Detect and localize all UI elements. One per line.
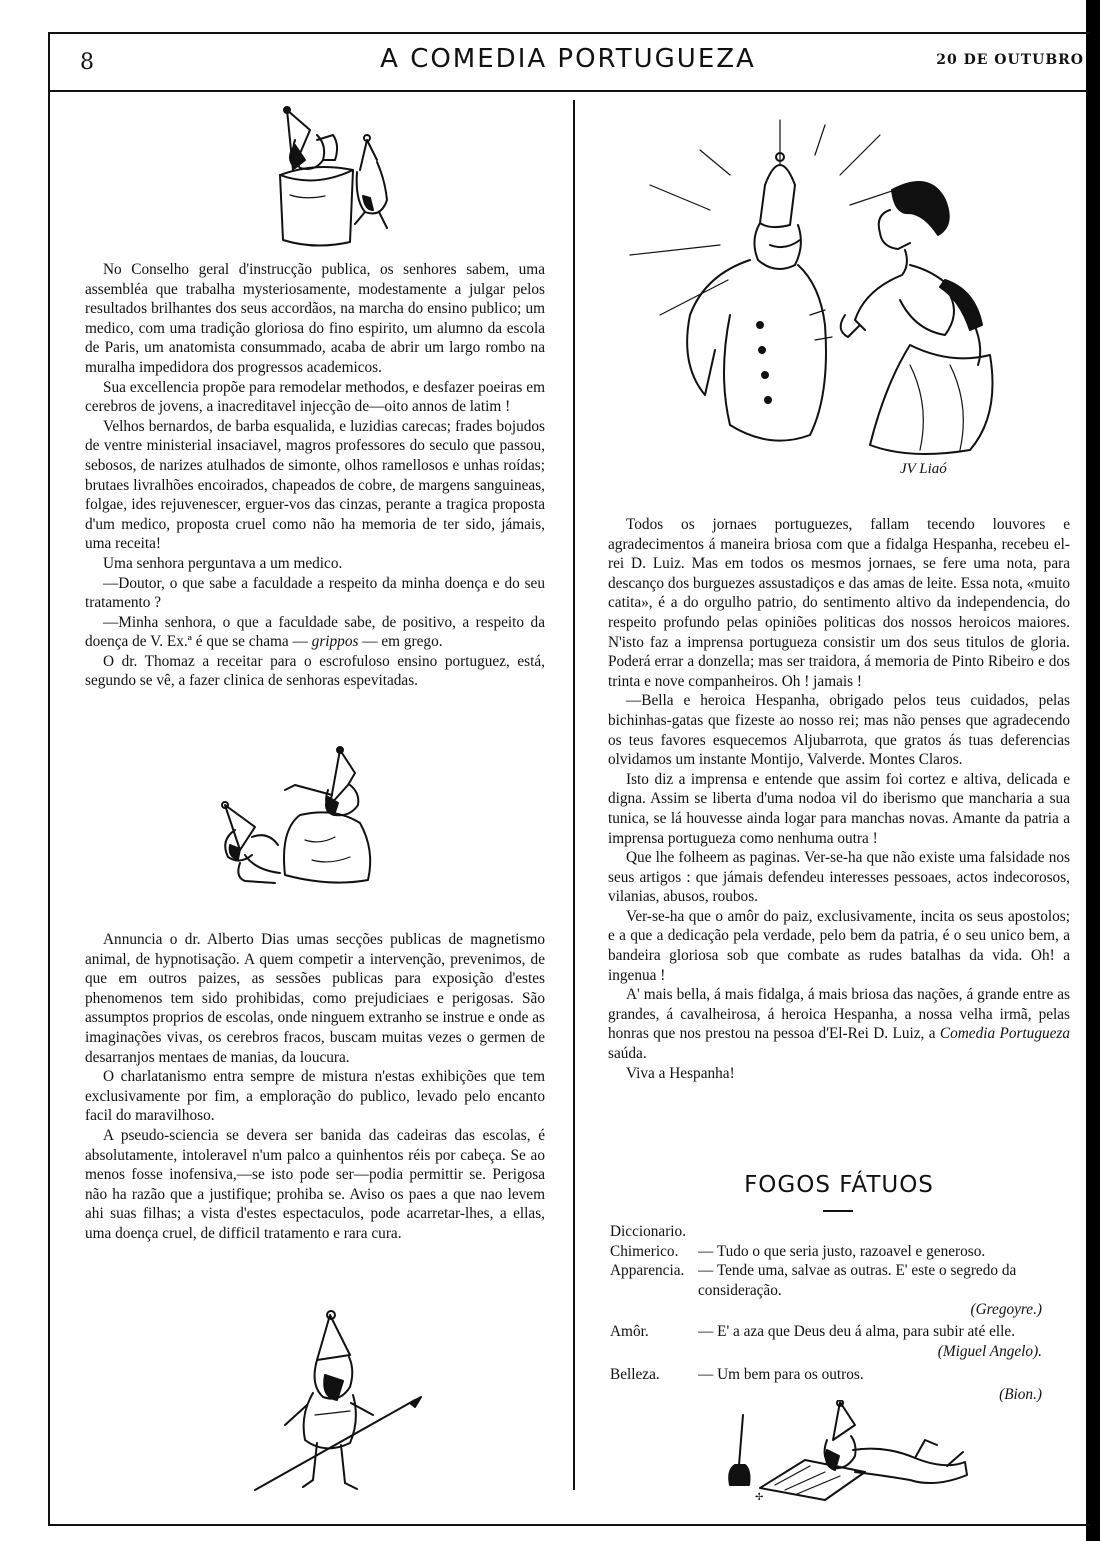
paragraph: Annuncia o dr. Alberto Dias umas secções publicas de magnetismo animal, de hypnotisação. A quem competir a intervenção, prevenimos, de que em outros paizes, as sessões publicas para exposição d'estes phenomenos tem sido prohibidas, como prejudiciaes e perigosas. São assumptos proprios de escolas, onde ninguem extranho se instrue e onde as imaginações vivas, os cerebros fracos, buscam muitas vezes o germen de desarranjos mentaes de manias, da loucura. — [85, 931, 545, 1066]
gnome-on-pedestal-illustration — [255, 100, 415, 250]
paragraph: Uma senhora perguntava a um medico. — [103, 554, 343, 572]
paragraph: Isto diz a imprensa e entende que assim foi cortez e altiva, delicada e digna. Assim se liberta d'uma nodoa vil do iberismo que mancharia a sua tunica, se lá houvesse ainda logar para manchas novas. Amante da patria a imprensa portugueza como nenhuma outra ! — [608, 770, 1070, 847]
king-and-lady-hespanha-illustration — [610, 115, 1070, 490]
entry-definition: — Um bem para os outros. — [698, 1366, 864, 1384]
article-conselho — [85, 260, 545, 691]
fogos-fatuos-title: FOGOS FÁTUOS — [744, 1172, 934, 1198]
artist-signature: JV Liaó — [900, 461, 947, 477]
entry-attribution: (Gregoyre.) — [970, 1301, 1042, 1319]
entry-definition: — E' a aza que Deus deu á alma, para subir até elle. — [698, 1322, 1016, 1340]
entry-attribution: (Miguel Angelo). — [937, 1342, 1042, 1360]
paragraph: Que lhe folheem as paginas. Ver-se-ha que não existe uma falsidade nos seus artigos : que jámais defendeu interesses pessoaes, actos indecorosos, vilanias, abusos, roubos. — [608, 849, 1070, 906]
small-signature: ✢ — [755, 1492, 764, 1503]
entry-term: Belleza. — [610, 1366, 660, 1384]
paragraph: O charlatanismo entra sempre de mistura n'estas exhibições que tem exclusivamente por fim, a emploração do publico, levado pelo encanto facil do maravilhoso. — [85, 1068, 545, 1125]
text-run: saúda. — [608, 1045, 647, 1063]
gnome-writing-illustration — [715, 1400, 975, 1505]
dictionary-heading: Diccionario. — [610, 1223, 687, 1240]
paragraph — [608, 985, 1070, 1063]
paragraph: No Conselho geral d'instrucção publica, os senhores sabem, uma assembléa que trabalha mysteriosamente, modestamente a julgar pelos resultados brilhantes dos seus accordãos, na marcha do ensino publico; um medico, com uma tradição gloriosa do fino espirito, um alumno da escola de Paris, um anatomista consummado, acaba de abrir um largo rombo na muralha impedidora dos progressos academicos. — [85, 261, 545, 376]
italic-term: grippos — [311, 633, 359, 651]
entry-term: Apparencia. — [610, 1262, 685, 1280]
article-hypnotisacao — [85, 930, 545, 1244]
paragraph: —Bella e heroica Hespanha, obrigado pelos teus cuidados, pelas bichinhas-gatas que fizeste ao nosso rei; mas não penses que agradecendo os teus favores esquecemos Aljubarrota, que gratos ás tuas deferencias olvidamos um instante Montijo, Valverde. Montes Claros. — [608, 692, 1070, 769]
entry-definition: — Tende uma, salvae as outras. E' este o segredo da consideração. — [698, 1262, 1017, 1299]
paragraph: Ver-se-ha que o amôr do paiz, exclusivamente, incita os seus apostolos; e a que a dedicação pela verdade, pelo bem da patria, é o seu unico bem, a bandeira gloriosa sob que combate as rudes batalhas da vida. Oh! a ingenua ! — [608, 907, 1070, 984]
masthead-title: A COMEDIA PORTUGUEZA — [380, 44, 756, 74]
paragraph: Viva a Hespanha! — [626, 1064, 735, 1082]
issue-date: 20 DE OUTUBRO — [936, 52, 1084, 68]
title-rule — [823, 1210, 853, 1212]
text-run: —Minha senhora, o que a faculdade sabe, de positivo, a respeito da doença de V. Ex.ª é que se chama — — [85, 613, 545, 651]
paragraph: Velhos bernardos, de barba esqualida, e luzidias carecas; frades bojudos de ventre ministerial insaciavel, magros professores do seculo que passou, sebosos, de narizes atulhados de simonte, olhos ramellosos e unhas roídas; brutaes livralhões encoirados, chapeados de cobre, de margens sanguineas, folgae, ides rejuvenescer, erguer-vos das cinzas, perante a tragica proposta d'um medico, proposta cruel como não ha memoria de ter sido, jámais, uma receita! — [85, 417, 545, 553]
article-hespanha — [608, 515, 1070, 1083]
text-run: — em grego. — [362, 633, 443, 651]
gnome-with-spear-illustration — [245, 1305, 425, 1505]
dictionary-section — [610, 1222, 1072, 1404]
column-divider — [573, 100, 575, 1490]
paragraph: O dr. Thomaz a receitar para o escrofuloso ensino portuguez, está, segundo se vê, a fazer clinica de senhoras espevitadas. — [85, 652, 545, 690]
paragraph: Todos os jornaes portuguezes, fallam tecendo louvores e agradecimentos á maneira briosa com que a fidalga Hespanha, recebeu el-rei D. Luiz. Mas em todos os mesmos jornaes, se fere uma nota, para descanço dos burguezes assustadiços e das amas de leite. Essa nota, «muito catita», é a do orgulho patrio, do sentimento altivo da independencia, do respeito profundo pelas opiniões politicas dos nossos heroicos maiores. N'isto faz a imprensa portugueza consistir um dos seus titulos de gloria. Poderá errar a donzella; mas ser traidora, á memoria de Pinto Ribeiro e dos trinta e nove companheiros. Oh ! jamais ! — [608, 516, 1070, 690]
page-header — [48, 32, 1088, 92]
dictionary-entry — [610, 1322, 1072, 1342]
italic-title: Comedia Portugueza — [939, 1025, 1071, 1043]
paragraph — [85, 613, 545, 652]
two-gnomes-pointing-illustration — [200, 745, 400, 890]
paragraph: A pseudo-sciencia se devera ser banida das cadeiras das escolas, é absolutamente, intoleravel n'um palco a quinhentos réis por cabeça. Se ao menos fosse inofensiva,—se isto pode ser—podia permittir se. Perigosa não ha razão que a justifique; prohiba se. Aviso os paes a que nao levem ahi suas filhas; a vista d'estes espectaculos, pode acarretar-lhes, a ellas, uma doença cruel, de difficil tratamento e rara cura. — [85, 1126, 545, 1242]
paragraph: —Doutor, o que sabe a faculdade a respeito da minha doença e do seu tratamento ? — [85, 574, 545, 612]
entry-term: Chimerico. — [610, 1242, 679, 1260]
entry-definition: — Tudo o que seria justo, razoavel e generoso. — [698, 1242, 986, 1260]
entry-term: Amôr. — [610, 1322, 649, 1340]
dictionary-entry — [610, 1242, 1072, 1262]
entry-attribution: (Bion.) — [999, 1385, 1042, 1403]
text-run: A' mais bella, á mais fidalga, á mais briosa das nações, á grande entre as grandes, á cavalheirosa, á heroica Hespanha, a nossa velha irmã, pelas honras que nos prestou na pessoa d'El-Rei D. Luiz, a — [608, 986, 1070, 1043]
paragraph: Sua excellencia propõe para remodelar methodos, e desfazer poeiras em cerebros de jovens, a inacreditavel injecção de—oito annos de latim ! — [85, 378, 545, 416]
dictionary-entry — [610, 1261, 1072, 1300]
page-number: 8 — [80, 50, 94, 75]
dictionary-entry — [610, 1365, 1072, 1385]
